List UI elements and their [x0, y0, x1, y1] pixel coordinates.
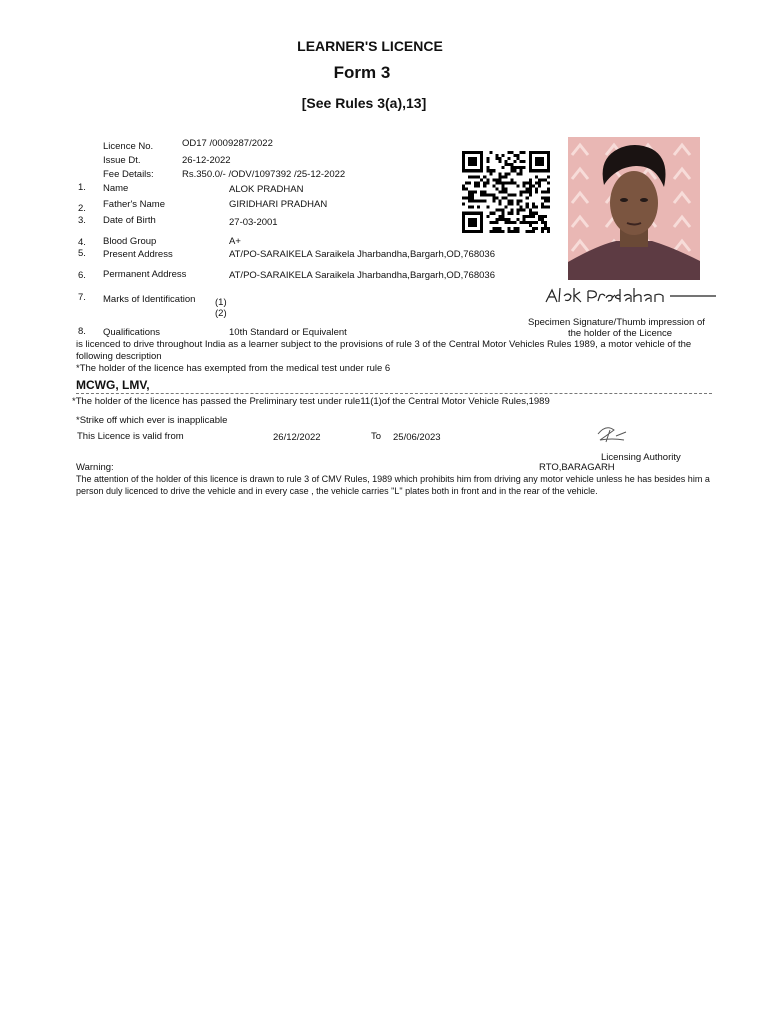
form-number: Form 3 [333, 63, 391, 82]
separator-line [76, 393, 712, 394]
valid-to-label: To [371, 431, 382, 442]
field-number: 4. [78, 237, 86, 248]
field-value-permanent-address: AT/PO-SARAIKELA Saraikela Jharbandha,Bargarh,OD,768036 [229, 270, 495, 281]
qr-code-icon [462, 151, 550, 233]
field-label-marks: Marks of Identification [103, 294, 196, 305]
fee-details-label: Fee Details: [103, 169, 154, 180]
holder-photo [568, 137, 700, 280]
field-label-present-address: Present Address [103, 249, 173, 260]
field-value-name: ALOK PRADHAN [229, 184, 304, 195]
field-value-qualifications: 10th Standard or Equivalent [229, 327, 347, 338]
field-value-present-address: AT/PO-SARAIKELA Saraikela Jharbandha,Bargarh,OD,768036 [229, 249, 495, 260]
passed-text: *The holder of the licence has passed the Preliminary test under rule11(1)of the Central Motor Vehicle Rules,1989 [72, 396, 550, 407]
field-label-blood: Blood Group [103, 236, 157, 247]
licenced-text: is licenced to drive throughout India as a learner subject to the provisions of rule 3 of the Central Motor Vehicles Rules 1989, a motor vehicle of the following description [76, 339, 692, 362]
rto-name: RTO,BARAGARH [539, 462, 615, 473]
vehicle-classes: MCWG, LMV, [76, 378, 150, 392]
licence-no-value: OD17 /0009287/2022 [182, 138, 273, 149]
specimen-caption-line2: the holder of the Licence [568, 328, 673, 339]
field-label-name: Name [103, 183, 129, 194]
fee-details-value: Rs.350.0/- /ODV/1097392 /25-12-2022 [182, 169, 346, 180]
holder-signature [540, 284, 722, 308]
valid-to-date: 25/06/2023 [393, 432, 441, 443]
field-number: 5. [78, 248, 86, 259]
warning-text: The attention of the holder of this licence is drawn to rule 3 of CMV Rules, 1989 which prohibits him from driving any motor vehicle unless he has besides him a person duly licenced to drive the vehicle and in every case , the vehicle carries "L" plates both in front and in the rear of the vehicle. [76, 474, 710, 496]
field-value-mark-1: (1) [215, 297, 227, 308]
field-number: 3. [78, 215, 86, 226]
licensing-authority: Licensing Authority [601, 452, 681, 463]
field-number: 2. [78, 203, 86, 214]
document-title: LEARNER'S LICENCE [297, 38, 443, 54]
issue-date-value: 26-12-2022 [182, 155, 231, 166]
warning-label: Warning: [76, 462, 114, 473]
field-label-dob: Date of Birth [103, 215, 156, 226]
strike-text: *Strike off which ever is inapplicable [76, 415, 228, 426]
valid-from-date: 26/12/2022 [273, 432, 321, 443]
authority-signature [592, 422, 632, 446]
field-number: 8. [78, 326, 86, 337]
specimen-caption-line1: Specimen Signature/Thumb impression of [528, 317, 705, 328]
signature-text: Alok Pradhan [540, 284, 547, 285]
valid-from-label: This Licence is valid from [77, 431, 184, 442]
field-value-dob: 27-03-2001 [229, 217, 278, 228]
licence-no-label: Licence No. [103, 141, 154, 152]
field-value-blood: A+ [229, 236, 241, 247]
exempt-text: *The holder of the licence has exempted from the medical test under rule 6 [76, 363, 391, 374]
issue-date-label: Issue Dt. [103, 155, 141, 166]
field-label-permanent-address: Permanent Address [103, 269, 187, 280]
field-number: 6. [78, 270, 86, 281]
field-value-mark-2: (2) [215, 308, 227, 319]
field-number: 1. [78, 182, 86, 193]
field-number: 7. [78, 292, 86, 303]
field-value-father: GIRIDHARI PRADHAN [229, 199, 328, 210]
rules-reference: [See Rules 3(a),13] [301, 95, 427, 111]
field-label-father: Father's Name [103, 199, 166, 210]
field-label-qualifications: Qualifications [103, 327, 161, 338]
